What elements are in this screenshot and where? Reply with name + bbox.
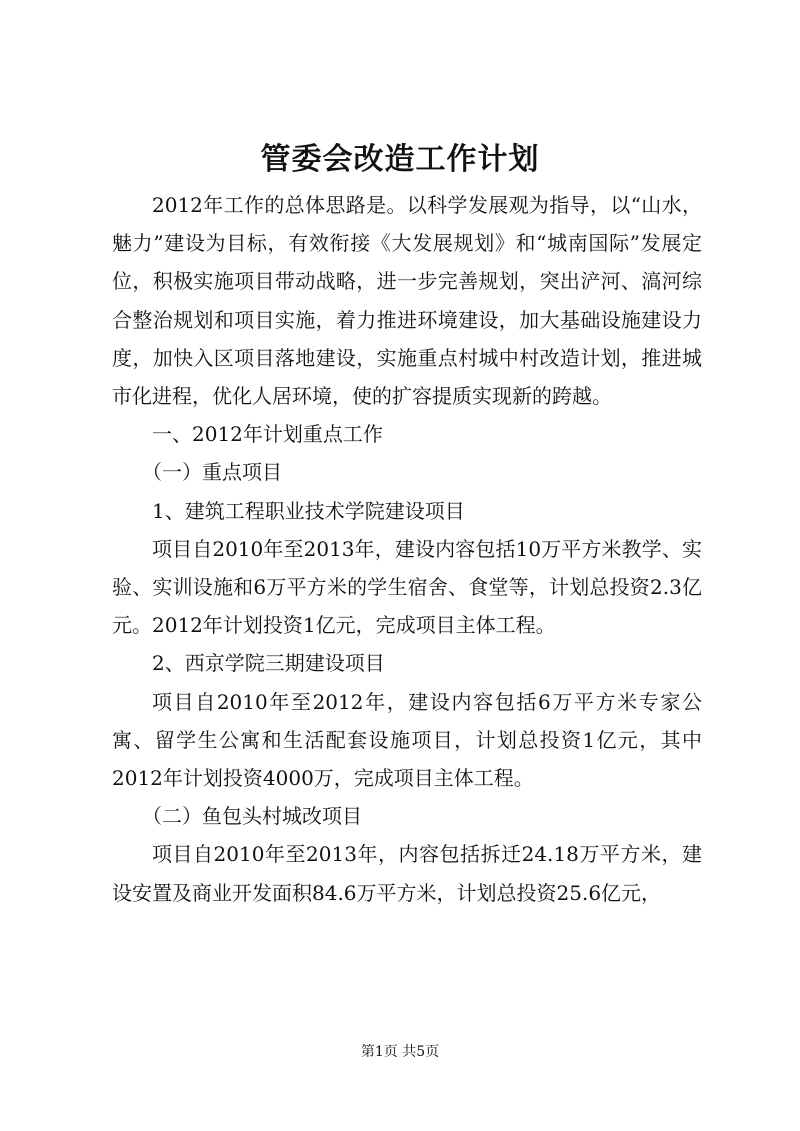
document-body [112,186,702,912]
document-title: 管委会改造工作计划 [260,142,540,177]
page-number: 第1页 共5页 [360,1044,440,1060]
paragraph-overview: 2012年工作的总体思路是。以科学发展观为指导，以“山水，魅力”建设为目标，有效衔接《大发展规划》和“城南国际”发展定位，积极实施项目带动战略，进一步完善规划，突出浐河、滈河综合整治规划和项目实施，着力推进环境建设，加大基础设施建设力度，加快入区项目落地建设，实施重点村城中村改造计划，推进城市化进程，优化人居环境，使的扩容提质实现新的跨越。 [112,193,702,409]
section-heading: 一、2012年计划重点工作 [152,422,383,447]
item-heading: 2、西京学院三期建设项目 [152,651,385,676]
item-heading: 1、建筑工程职业技术学院建设项目 [152,498,465,523]
paragraph-item-detail: 项目自2010年至2012年，建设内容包括6万平方米专家公寓、留学生公寓和生活配套设施项目，计划总投资1亿元，其中2012年计划投资4000万，完成项目主体工程。 [112,689,702,791]
paragraph-item-detail: 项目自2010年至2013年，内容包括拆迁24.18万平方米，建设安置及商业开发面积84.6万平方米，计划总投资25.6亿元， [112,842,702,905]
subsection-heading: （二）鱼包头村城改项目 [142,804,362,829]
subsection-heading: （一）重点项目 [142,460,282,485]
paragraph-item-detail: 项目自2010年至2013年，建设内容包括10万平方米教学、实验、实训设施和6万平方米的学生宿舍、食堂等，计划总投资2.3亿元。2012年计划投资1亿元，完成项目主体工程。 [112,536,702,638]
